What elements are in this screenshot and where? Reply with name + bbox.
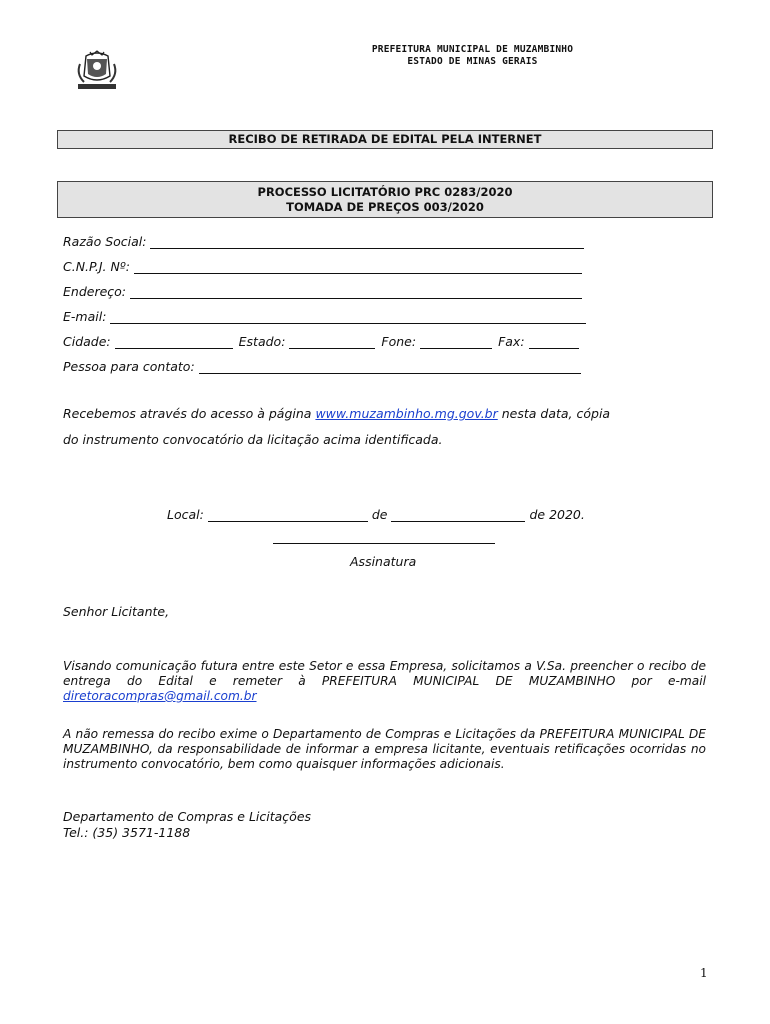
label-razao-social: Razão Social: (63, 234, 147, 249)
paragraph-request (63, 659, 706, 704)
municipality-header (300, 44, 645, 68)
process-number: PROCESSO LICITATÓRIO PRC 0283/2020 (257, 185, 513, 199)
process-title-box (57, 181, 713, 218)
label-local: Local: (167, 507, 204, 522)
label-cnpj: C.N.P.J. Nº: (63, 259, 130, 274)
field-endereco (63, 284, 582, 299)
paragraph-request-text: Visando comunicação futura entre este Setor e essa Empresa, solicitamos a V.Sa. preencher o recibo de entrega do Edital e remeter à PREFEITURA MUNICIPAL DE MUZAMBINHO por e-mail (63, 659, 706, 688)
endereco-blank[interactable] (130, 287, 582, 299)
field-email (63, 309, 586, 324)
receipt-title: RECIBO DE RETIRADA DE EDITAL PELA INTERNET (228, 132, 542, 146)
coat-of-arms-seal (72, 50, 122, 96)
paragraph-disclaimer: A não remessa do recibo exime o Departamento de Compras e Licitações da PREFEITURA MUNICIPAL DE MUZAMBINHO, da responsabilidade de informar a empresa licitante, eventuais retificações ocorridas no instrumento convocatório, bem como quaisquer informações adicionais. (63, 727, 706, 771)
department-name: Departamento de Compras e Licitações (63, 809, 312, 824)
municipality-website-link[interactable]: www.muzambinho.mg.gov.br (315, 406, 498, 421)
receipt-text-before: Recebemos através do acesso à página (63, 406, 316, 421)
email-blank[interactable] (110, 312, 586, 324)
cnpj-blank[interactable] (134, 262, 582, 274)
page-number: 1 (700, 966, 708, 980)
header-line-1: PREFEITURA MUNICIPAL DE MUZAMBINHO (371, 44, 574, 55)
label-endereco: Endereço: (63, 284, 127, 299)
local-date-line (167, 507, 585, 522)
label-email: E-mail: (63, 309, 107, 324)
field-contato (63, 359, 581, 374)
label-estado: Estado: (238, 334, 286, 349)
signature-line[interactable] (273, 543, 495, 544)
label-contato: Pessoa para contato: (63, 359, 195, 374)
local-blank[interactable] (208, 510, 368, 522)
date-blank[interactable] (391, 510, 525, 522)
tender-number: TOMADA DE PREÇOS 003/2020 (286, 200, 484, 214)
department-phone: Tel.: (35) 3571-1188 (63, 825, 191, 840)
fone-blank[interactable] (420, 337, 492, 349)
signature-label: Assinatura (350, 554, 417, 569)
greeting: Senhor Licitante, (63, 604, 170, 619)
field-razao-social (63, 234, 584, 249)
receipt-statement-line-1 (63, 406, 610, 421)
purchasing-email-link[interactable]: diretoracompras@gmail.com.br (63, 689, 257, 703)
field-cidade-row (63, 334, 579, 349)
fax-blank[interactable] (529, 337, 579, 349)
contato-blank[interactable] (199, 362, 581, 374)
field-cnpj (63, 259, 582, 274)
label-year: de 2020. (529, 507, 585, 522)
receipt-statement-line-2: do instrumento convocatório da licitação acima identificada. (63, 432, 443, 447)
estado-blank[interactable] (289, 337, 375, 349)
cidade-blank[interactable] (115, 337, 233, 349)
receipt-text-after: nesta data, cópia (497, 406, 611, 421)
label-de: de (371, 507, 388, 522)
razao-social-blank[interactable] (150, 237, 584, 249)
label-fone: Fone: (381, 334, 417, 349)
label-fax: Fax: (498, 334, 525, 349)
label-cidade: Cidade: (63, 334, 111, 349)
header-line-2: ESTADO DE MINAS GERAIS (407, 56, 538, 67)
receipt-title-box (57, 130, 713, 149)
